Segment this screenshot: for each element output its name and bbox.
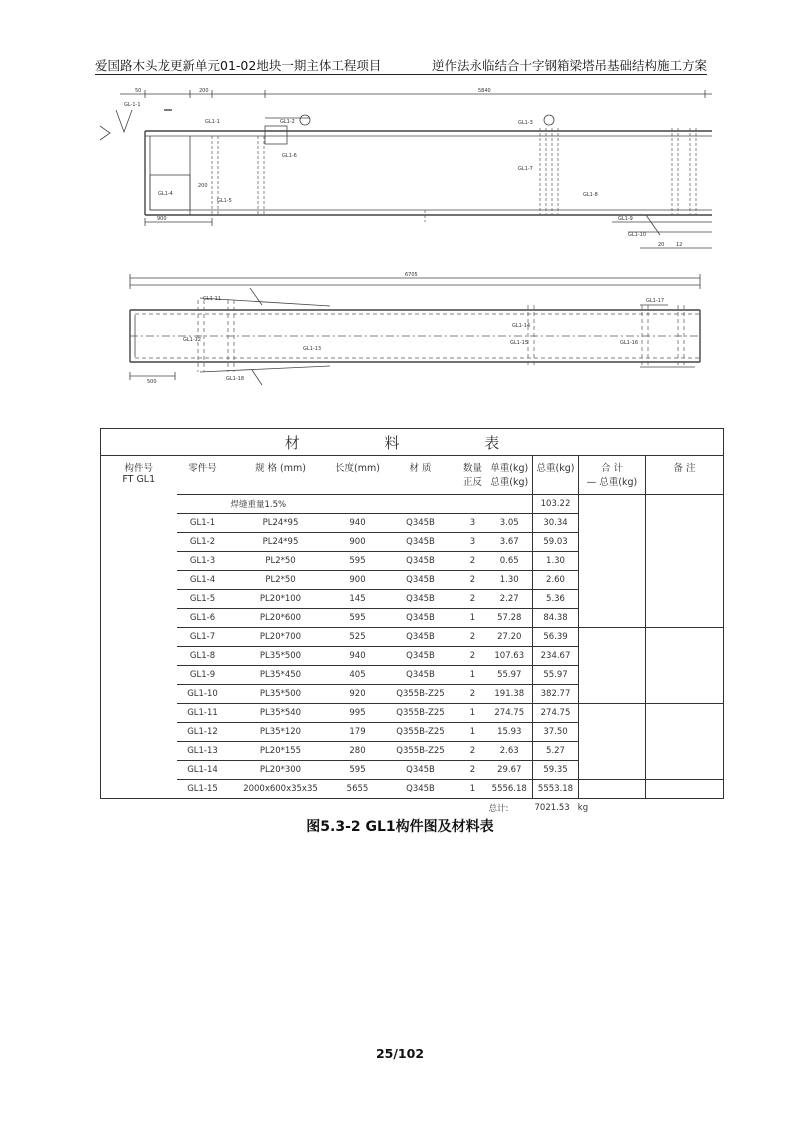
table-cell: 900 xyxy=(333,571,383,590)
table-cell: 900 xyxy=(333,533,383,552)
table-cell-empty xyxy=(101,685,177,704)
table-cell-empty xyxy=(579,609,646,628)
table-cell: Q355B-Z25 xyxy=(383,685,459,704)
table-cell-empty xyxy=(579,514,646,533)
table-cell: PL20*700 xyxy=(229,628,333,647)
table-cell-empty xyxy=(101,761,177,780)
table-cell: GL1-4 xyxy=(177,571,229,590)
label-text: GL1-2 xyxy=(280,119,295,125)
header-unit-weight: 单重(kg) 总重(kg) xyxy=(487,456,533,495)
table-cell: 920 xyxy=(333,685,383,704)
table-cell: 1 xyxy=(459,780,487,799)
table-cell-empty xyxy=(646,514,724,533)
table-cell-empty xyxy=(101,533,177,552)
header-material: 材 质 xyxy=(383,456,459,495)
table-row xyxy=(101,590,724,609)
table-row xyxy=(101,780,724,799)
table-cell: 1 xyxy=(459,609,487,628)
table-cell: PL2*50 xyxy=(229,552,333,571)
header-spec: 规 格 (mm) xyxy=(229,456,333,495)
table-cell: 382.77 xyxy=(533,685,579,704)
table-cell: 3 xyxy=(459,514,487,533)
table-cell-empty xyxy=(101,552,177,571)
dim-text: 6705 xyxy=(405,272,418,278)
total-row xyxy=(101,799,724,818)
header-part-no: 零件号 xyxy=(177,456,229,495)
dim-text: 5840 xyxy=(478,88,491,94)
table-cell: 2.27 xyxy=(487,590,533,609)
table-cell-empty xyxy=(646,685,724,704)
table-cell: GL1-14 xyxy=(177,761,229,780)
table-cell: 15.93 xyxy=(487,723,533,742)
table-cell: GL1-7 xyxy=(177,628,229,647)
header-project-name: 爱国路木头龙更新单元01-02地块一期主体工程项目 xyxy=(95,58,382,73)
table-cell: 2.63 xyxy=(487,742,533,761)
table-cell: Q345B xyxy=(383,590,459,609)
table-cell: 2 xyxy=(459,628,487,647)
table-cell: 2 xyxy=(459,685,487,704)
table-cell: Q345B xyxy=(383,571,459,590)
table-cell-empty xyxy=(579,780,646,799)
table-cell-empty xyxy=(579,666,646,685)
table-cell-empty xyxy=(646,628,724,647)
table-cell: Q345B xyxy=(383,533,459,552)
table-cell: 2 xyxy=(459,647,487,666)
table-cell: 280 xyxy=(333,742,383,761)
material-table xyxy=(100,428,724,817)
table-cell-empty xyxy=(579,704,646,723)
table-cell: 595 xyxy=(333,761,383,780)
table-cell: Q345B xyxy=(383,647,459,666)
table-cell: GL1-1 xyxy=(177,514,229,533)
table-cell: 55.97 xyxy=(533,666,579,685)
table-cell-empty xyxy=(646,571,724,590)
label-text: GL1-15 xyxy=(510,340,529,346)
table-cell-empty xyxy=(579,685,646,704)
table-cell: 525 xyxy=(333,628,383,647)
table-row xyxy=(101,571,724,590)
table-cell: GL1-5 xyxy=(177,590,229,609)
table-cell-empty xyxy=(579,628,646,647)
table-cell-empty xyxy=(101,704,177,723)
table-cell: PL24*95 xyxy=(229,533,333,552)
table-cell: 2 xyxy=(459,571,487,590)
table-cell: Q345B xyxy=(383,666,459,685)
table-cell: GL1-11 xyxy=(177,704,229,723)
table-cell: Q355B-Z25 xyxy=(383,723,459,742)
table-cell: 995 xyxy=(333,704,383,723)
table-cell: PL20*600 xyxy=(229,609,333,628)
figure-caption: 图5.3-2 GL1构件图及材料表 xyxy=(306,819,494,835)
table-cell-empty xyxy=(101,780,177,799)
table-cell: 5.27 xyxy=(533,742,579,761)
header-total-weight: 总重(kg) xyxy=(533,456,579,495)
table-cell: 191.38 xyxy=(487,685,533,704)
table-cell: 5655 xyxy=(333,780,383,799)
table-cell: 56.39 xyxy=(533,628,579,647)
table-cell: 30.34 xyxy=(533,514,579,533)
table-cell: 37.50 xyxy=(533,723,579,742)
table-cell: Q355B-Z25 xyxy=(383,742,459,761)
table-cell-empty xyxy=(101,723,177,742)
table-cell: 405 xyxy=(333,666,383,685)
table-cell: PL24*95 xyxy=(229,514,333,533)
table-cell: 2 xyxy=(459,761,487,780)
table-cell-empty xyxy=(646,723,724,742)
table-cell: PL35*450 xyxy=(229,666,333,685)
table-cell: Q345B xyxy=(383,514,459,533)
table-cell: 2 xyxy=(459,552,487,571)
table-cell-empty xyxy=(579,590,646,609)
label-text: GL1-11 xyxy=(203,296,222,302)
label-text: GL1-5 xyxy=(217,198,232,204)
header-document-title: 逆作法永临结合十字钢箱梁塔吊基础结构施工方案 xyxy=(431,58,707,73)
table-cell-empty xyxy=(101,590,177,609)
table-cell: 595 xyxy=(333,552,383,571)
table-cell: 3.05 xyxy=(487,514,533,533)
table-cell-empty xyxy=(579,647,646,666)
table-row xyxy=(101,704,724,723)
table-cell: 27.20 xyxy=(487,628,533,647)
table-cell-empty xyxy=(101,514,177,533)
label-text: GL1-17 xyxy=(646,298,665,304)
table-cell: PL20*300 xyxy=(229,761,333,780)
table-cell-empty xyxy=(646,780,724,799)
table-row xyxy=(101,723,724,742)
table-cell: 940 xyxy=(333,514,383,533)
table-cell-empty xyxy=(646,590,724,609)
total-value: 7021.53 kg xyxy=(534,803,589,813)
table-cell-empty xyxy=(646,609,724,628)
table-row xyxy=(101,552,724,571)
header-subtotal: 合 计 — 总重(kg) xyxy=(579,456,646,495)
table-cell-empty xyxy=(579,552,646,571)
table-cell: 1 xyxy=(459,704,487,723)
table-cell: 2 xyxy=(459,590,487,609)
table-cell: 5553.18 xyxy=(533,780,579,799)
table-cell-empty xyxy=(101,647,177,666)
weld-weight-value: 103.22 xyxy=(533,495,579,514)
table-cell-empty xyxy=(101,628,177,647)
table-cell: 234.67 xyxy=(533,647,579,666)
label-text: GL1-6 xyxy=(282,153,297,159)
table-row xyxy=(101,628,724,647)
label-text: GL1-10 xyxy=(628,232,647,238)
table-row xyxy=(101,666,724,685)
table-cell-empty xyxy=(646,704,724,723)
table-cell: GL1-3 xyxy=(177,552,229,571)
table-cell: Q345B xyxy=(383,552,459,571)
dim-text: 20 xyxy=(658,242,665,248)
table-cell: 179 xyxy=(333,723,383,742)
label-text: GL-1-1 xyxy=(124,102,141,108)
page-number: 25/102 xyxy=(375,1046,425,1061)
table-cell: 59.03 xyxy=(533,533,579,552)
table-cell: Q345B xyxy=(383,609,459,628)
table-cell: GL1-13 xyxy=(177,742,229,761)
header-qty: 数量 正反 xyxy=(459,456,487,495)
label-text: GL1-3 xyxy=(518,120,533,126)
table-cell: GL1-6 xyxy=(177,609,229,628)
table-row xyxy=(101,609,724,628)
table-cell: GL1-15 xyxy=(177,780,229,799)
table-cell: 1.30 xyxy=(533,552,579,571)
header-remark: 备 注 xyxy=(646,456,724,495)
table-cell: PL35*120 xyxy=(229,723,333,742)
table-cell-empty xyxy=(101,609,177,628)
table-cell: 2 xyxy=(459,742,487,761)
table-title: 材 料 表 xyxy=(101,429,724,456)
table-cell: 1 xyxy=(459,666,487,685)
table-cell: 5556.18 xyxy=(487,780,533,799)
label-text: GL1-18 xyxy=(226,376,245,382)
table-cell-empty xyxy=(579,723,646,742)
label-text: GL1-1 xyxy=(205,119,220,125)
header-length: 长度(mm) xyxy=(333,456,383,495)
table-row xyxy=(101,761,724,780)
table-cell-empty xyxy=(646,533,724,552)
label-text: GL1-7 xyxy=(518,166,533,172)
table-cell: 5.36 xyxy=(533,590,579,609)
table-cell-empty xyxy=(101,571,177,590)
table-cell: 3 xyxy=(459,533,487,552)
label-text: GL1-13 xyxy=(303,346,322,352)
label-text: GL1-14 xyxy=(512,323,531,329)
table-cell-empty xyxy=(646,761,724,780)
table-row xyxy=(101,742,724,761)
table-cell-empty xyxy=(646,666,724,685)
table-cell: 145 xyxy=(333,590,383,609)
dim-text: 900 xyxy=(157,216,167,222)
table-cell: 0.65 xyxy=(487,552,533,571)
table-cell: Q345B xyxy=(383,780,459,799)
table-cell: 107.63 xyxy=(487,647,533,666)
label-text: GL1-9 xyxy=(618,216,633,222)
table-cell: 84.38 xyxy=(533,609,579,628)
total-label: 总计: xyxy=(488,804,509,814)
table-cell: GL1-8 xyxy=(177,647,229,666)
table-cell: PL35*500 xyxy=(229,685,333,704)
table-cell: Q345B xyxy=(383,761,459,780)
table-cell-empty xyxy=(579,533,646,552)
table-row xyxy=(101,495,724,514)
weld-weight-label: 焊缝重量1.5% xyxy=(229,495,533,514)
table-cell-empty xyxy=(101,742,177,761)
table-cell: 274.75 xyxy=(487,704,533,723)
table-cell: 1.30 xyxy=(487,571,533,590)
dim-text: 50 xyxy=(135,88,142,94)
table-cell: 57.28 xyxy=(487,609,533,628)
table-cell-empty xyxy=(579,742,646,761)
dim-text: 200 xyxy=(199,88,209,94)
table-cell: Q355B-Z25 xyxy=(383,704,459,723)
dim-text: 12 xyxy=(676,242,683,248)
label-text: GL1-4 xyxy=(158,191,173,197)
table-cell: 940 xyxy=(333,647,383,666)
table-cell: PL2*50 xyxy=(229,571,333,590)
table-cell-empty xyxy=(646,647,724,666)
table-cell: 1 xyxy=(459,723,487,742)
label-text: GL1-8 xyxy=(583,192,598,198)
table-cell: 274.75 xyxy=(533,704,579,723)
table-cell: 2.60 xyxy=(533,571,579,590)
table-cell: PL20*100 xyxy=(229,590,333,609)
table-cell: GL1-9 xyxy=(177,666,229,685)
table-cell-empty xyxy=(579,761,646,780)
table-row xyxy=(101,647,724,666)
table-cell-empty xyxy=(101,666,177,685)
table-row xyxy=(101,514,724,533)
table-row xyxy=(101,533,724,552)
table-cell: GL1-10 xyxy=(177,685,229,704)
dim-text: 200 xyxy=(198,183,208,189)
table-cell: Q345B xyxy=(383,628,459,647)
table-cell: 55.97 xyxy=(487,666,533,685)
label-text: GL1-12 xyxy=(183,337,202,343)
table-cell: PL35*540 xyxy=(229,704,333,723)
dim-text: 500 xyxy=(147,379,157,385)
table-cell: 3.67 xyxy=(487,533,533,552)
table-cell: GL1-12 xyxy=(177,723,229,742)
header-member-no: 构件号 FT GL1 xyxy=(101,456,177,495)
table-cell: PL35*500 xyxy=(229,647,333,666)
table-cell: GL1-2 xyxy=(177,533,229,552)
table-cell: 595 xyxy=(333,609,383,628)
table-cell-empty xyxy=(646,742,724,761)
table-cell: 59.35 xyxy=(533,761,579,780)
table-row xyxy=(101,685,724,704)
table-cell-empty xyxy=(579,571,646,590)
table-cell: PL20*155 xyxy=(229,742,333,761)
table-cell: 2000x600x35x35 xyxy=(229,780,333,799)
label-text: GL1-16 xyxy=(620,340,639,346)
table-cell: 29.67 xyxy=(487,761,533,780)
table-cell-empty xyxy=(646,552,724,571)
